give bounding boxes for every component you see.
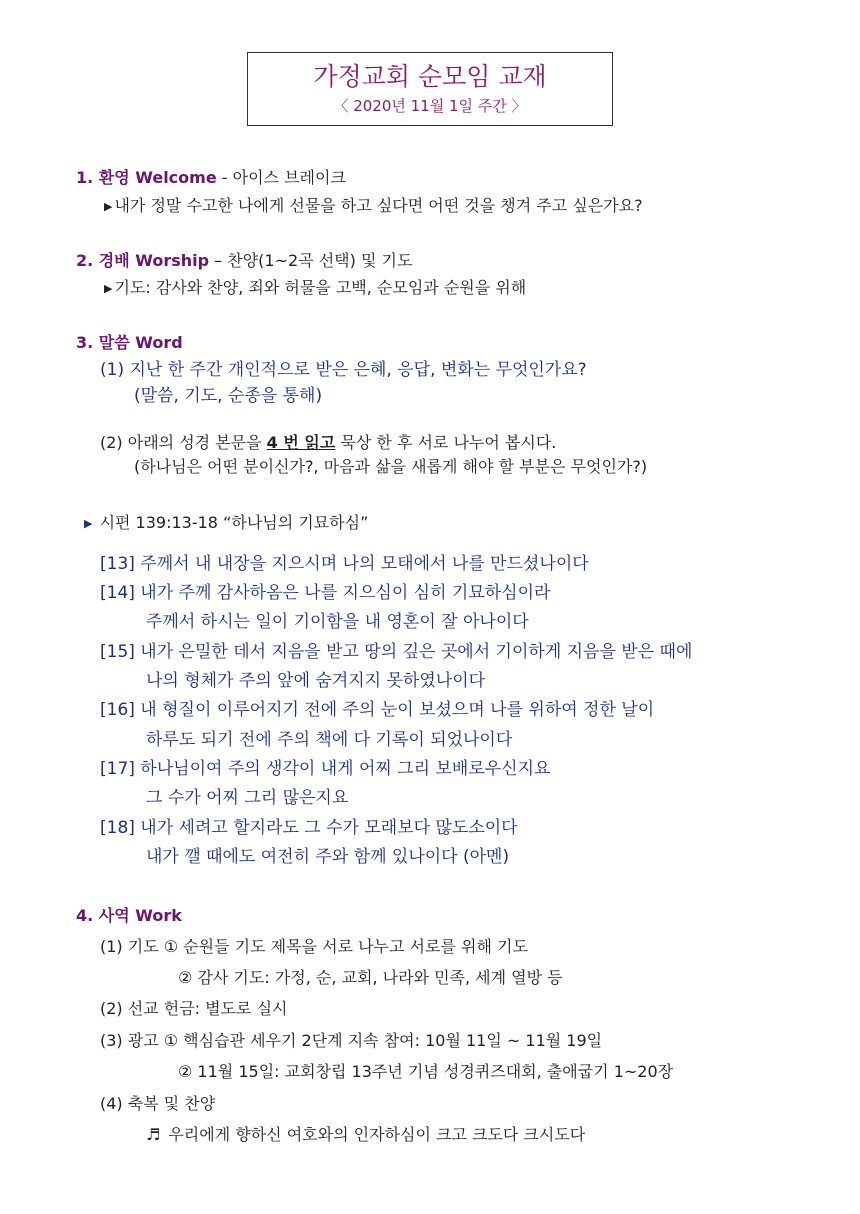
passage-reference xyxy=(84,512,368,535)
page-title: 가정교회 순모임 교재 xyxy=(313,62,547,91)
verse-line: [15] 내가 은밀한 데서 지음을 받고 땅의 깊은 곳에서 기이하게 지음을 받은 때에 xyxy=(100,642,693,662)
q2-text-pre: (2) 아래의 성경 본문을 xyxy=(100,433,267,452)
triangle-right-icon: ▶ xyxy=(104,282,113,295)
verse-line: [16] 내 형질이 이루어지기 전에 주의 눈이 보셨으며 나를 위하여 정한 날이 xyxy=(100,700,655,720)
music-note-icon: ♬ xyxy=(146,1125,161,1144)
worship-item-text: 기도: 감사와 찬양, 죄와 허물을 고백, 순모임과 순원을 위해 xyxy=(114,278,527,297)
page-subtitle: 〈 2020년 11월 1일 주간 〉 xyxy=(333,97,527,115)
section-word-heading: 3. 말씀 Word xyxy=(76,333,183,352)
verse-line: 그 수가 어찌 그리 많은지요 xyxy=(146,788,349,808)
word-question-2-sub: (하나님은 어떤 분이신가?, 마음과 삶을 새롭게 해야 할 부분은 무엇인가?) xyxy=(134,457,648,476)
triangle-right-icon: ▶ xyxy=(84,517,93,530)
section-worship-heading xyxy=(76,250,412,272)
verse-line: [13] 주께서 내 내장을 지으시며 나의 모태에서 나를 만드셨나이다 xyxy=(100,554,589,574)
welcome-question xyxy=(104,195,643,218)
section-work-heading: 4. 사역 Work xyxy=(76,906,182,925)
work-blessing: (4) 축복 및 찬양 xyxy=(100,1094,216,1113)
verse-line: 주께서 하시는 일이 기이함을 내 영혼이 잘 아나이다 xyxy=(146,612,529,632)
q2-text-emphasis: 4 번 읽고 xyxy=(266,433,336,452)
verse-line: [17] 하나님이여 주의 생각이 내게 어찌 그리 보배로우신지요 xyxy=(100,759,551,779)
work-prayer-2: ② 감사 기도: 가정, 순, 교회, 나라와 민족, 세계 열방 등 xyxy=(178,968,563,987)
title-box xyxy=(247,52,613,126)
section-subtitle: - 아이스 브레이크 xyxy=(216,168,346,187)
work-prayer-1: (1) 기도 ① 순원들 기도 제목을 서로 나누고 서로를 위해 기도 xyxy=(100,937,528,956)
worship-item xyxy=(104,277,526,300)
verse-line: 하루도 되기 전에 주의 책에 다 기록이 되었나이다 xyxy=(146,730,513,750)
work-announcement-2: ② 11월 15일: 교회창립 13주년 기념 성경퀴즈대회, 출애굽기 1~20장 xyxy=(178,1062,674,1081)
verse-line: [14] 내가 주께 감사하옴은 나를 지으심이 심히 기묘하심이라 xyxy=(100,583,551,603)
section-title: 1. 환영 Welcome xyxy=(76,168,217,187)
triangle-right-icon: ▶ xyxy=(104,200,113,213)
word-question-1-sub: (말씀, 기도, 순종을 통해) xyxy=(134,386,323,406)
verse-line: 내가 깰 때에도 여전히 주와 함께 있나이다 (아멘) xyxy=(146,847,510,867)
work-announcement-1: (3) 광고 ① 핵심습관 세우기 2단계 지속 참여: 10월 11일 ~ 11월 19일 xyxy=(100,1031,603,1050)
welcome-question-text: 내가 정말 수고한 나에게 선물을 하고 싶다면 어떤 것을 챙겨 주고 싶은가요? xyxy=(114,196,643,215)
blessing-song xyxy=(146,1124,585,1146)
work-offering: (2) 선교 헌금: 별도로 실시 xyxy=(100,999,288,1018)
section-subtitle: – 찬양(1~2곡 선택) 및 기도 xyxy=(209,251,413,270)
word-question-2 xyxy=(100,432,556,454)
section-welcome-heading xyxy=(76,167,346,189)
blessing-song-text: 우리에게 향하신 여호와의 인자하심이 크고 크도다 크시도다 xyxy=(168,1125,586,1144)
word-question-1: (1) 지난 한 주간 개인적으로 받은 은혜, 응답, 변화는 무엇인가요? xyxy=(100,360,587,380)
section-title: 2. 경배 Worship xyxy=(76,251,210,270)
passage-title: 시편 139:13-18 “하나님의 기묘하심” xyxy=(99,513,369,532)
q2-text-post: 묵상 한 후 서로 나누어 봅시다. xyxy=(335,433,557,452)
verse-line: [18] 내가 세려고 할지라도 그 수가 모래보다 많도소이다 xyxy=(100,818,518,838)
verse-line: 나의 형체가 주의 앞에 숨겨지지 못하였나이다 xyxy=(146,671,486,691)
